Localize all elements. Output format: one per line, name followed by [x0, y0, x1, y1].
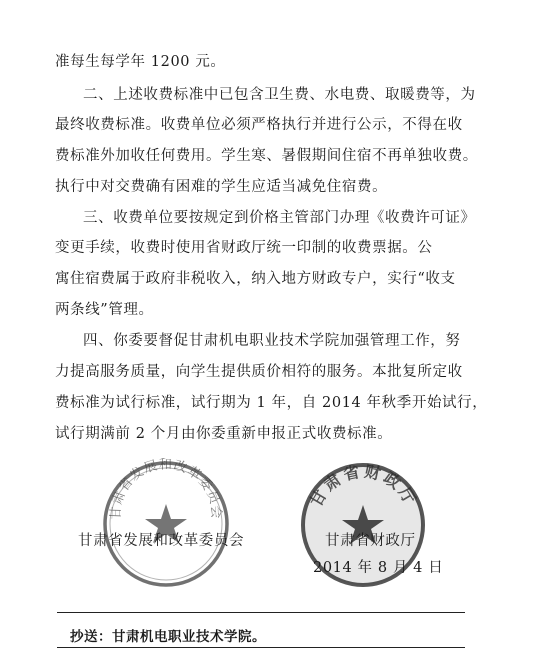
body-line: 三、收费单位要按规定到价格主管部门办理《收费许可证》	[83, 210, 476, 226]
body-line: 最终收费标准。收费单位必须严格执行并进行公示，不得在收	[55, 117, 463, 133]
body-line: 四、你委要督促甘肃机电职业技术学院加强管理工作，努	[83, 333, 461, 349]
body-line: 准每生每学年 1200 元。	[55, 54, 226, 70]
body-line: 两条线”管理。	[55, 302, 154, 318]
body-line: 寓住宿费属于政府非税收入，纳入地方财政专户，实行“收支	[55, 271, 456, 287]
issuer-left-name: 甘肃省发展和改革委员会	[78, 533, 245, 549]
body-line: 二、上述收费标准中已包含卫生费、水电费、取暖费等，为	[83, 87, 476, 103]
issue-date: 2014 年 8 月 4 日	[313, 560, 444, 576]
body-line: 费标准为试行标准，试行期为 1 年，自 2014 年秋季开始试行，	[55, 395, 488, 411]
svg-text:甘肃省发展和改革委员会: 甘肃省发展和改革委员会	[108, 458, 224, 520]
body-line: 力提高服务质量，向学生提供质价相符的服务。本批复所定收	[55, 364, 463, 380]
body-line: 费标准外加收任何费用。学生寒、暑假期间住宿不再单独收费。	[55, 148, 478, 164]
body-line: 试行期满前 2 个月由你委重新申报正式收费标准。	[55, 426, 393, 442]
svg-text:甘肃省财政厅: 甘肃省财政厅	[306, 461, 421, 511]
cc-line: 抄送：甘肃机电职业技术学院。	[70, 629, 266, 645]
seal-left-icon	[100, 458, 232, 590]
body-line: 执行中对交费确有困难的学生应适当减免住宿费。	[55, 179, 388, 195]
divider-bottom	[57, 647, 465, 648]
issuer-right-name: 甘肃省财政厅	[325, 533, 416, 549]
body-line: 变更手续，收费时使用省财政厅统一印制的收费票据。公	[55, 240, 433, 256]
divider-top	[57, 612, 465, 613]
